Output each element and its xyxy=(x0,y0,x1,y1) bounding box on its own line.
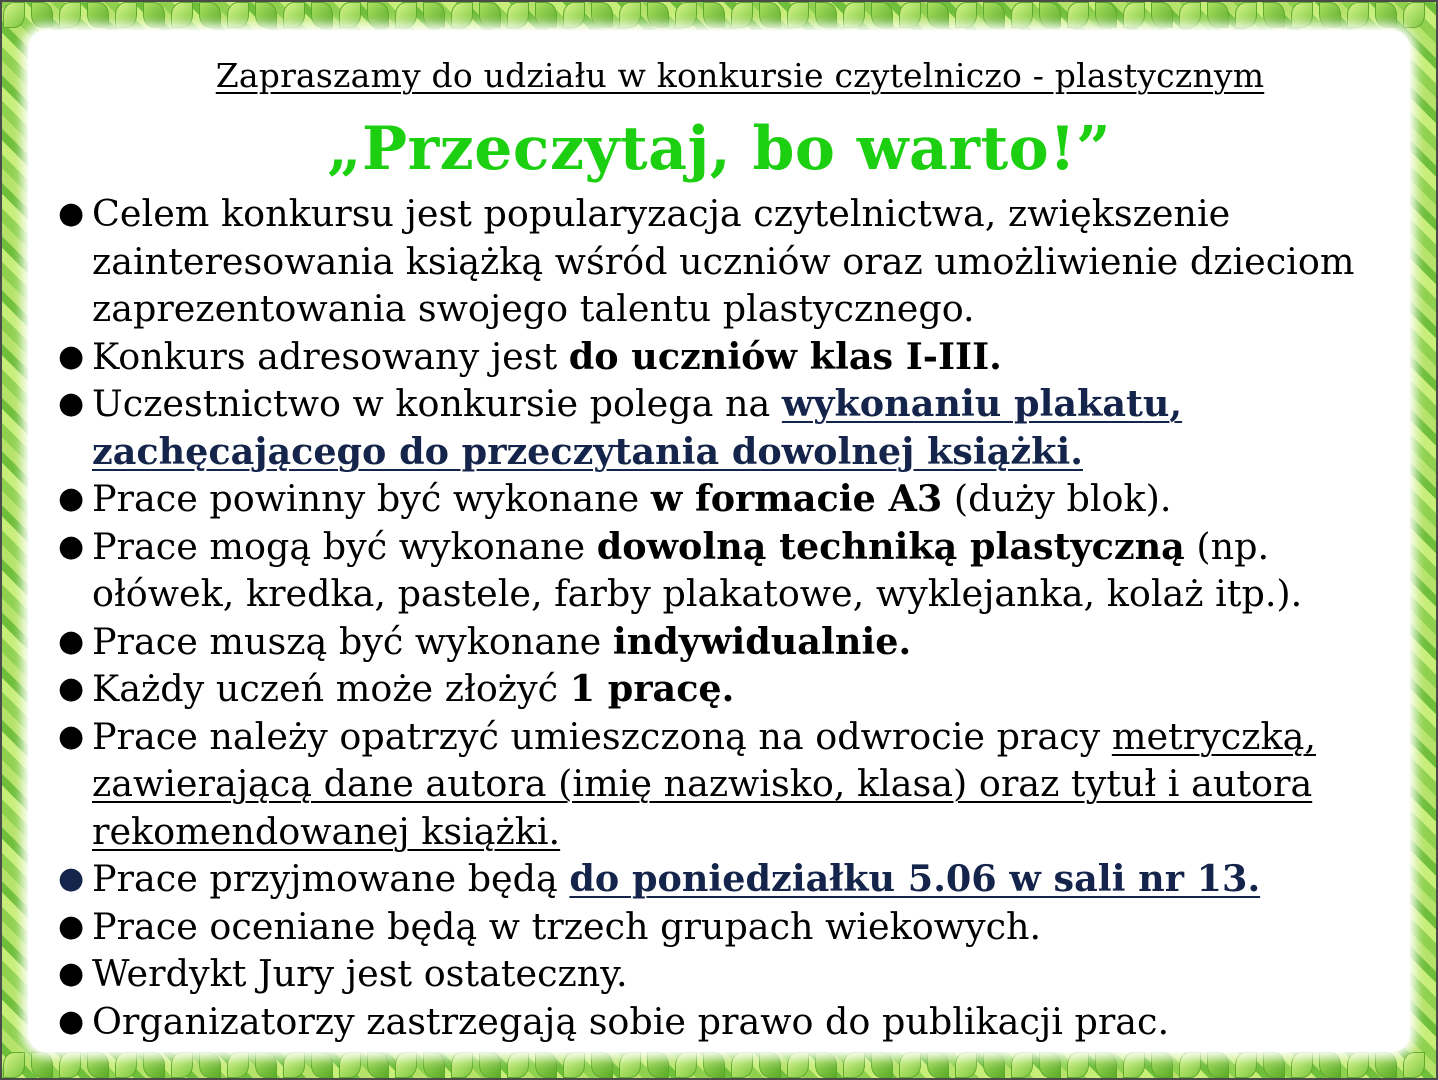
leaf-icon xyxy=(1207,2,1229,28)
leaf-icon xyxy=(759,1052,781,1078)
rule-text: Organizatorzy zastrzegają sobie prawo do publikacji prac. xyxy=(92,999,1170,1043)
leaf-icon xyxy=(591,1052,613,1078)
rule-underlined: metryczką, zawierającą dane autora (imię nazwisko, klasa) oraz tytuł i autora rekomendowanej książki. xyxy=(92,714,1316,853)
leaf-icon xyxy=(1179,2,1201,28)
leaf-icon xyxy=(563,1052,585,1078)
leaf-icon xyxy=(1375,2,1397,28)
leaf-icon xyxy=(1151,1052,1173,1078)
leaf-icon xyxy=(227,1052,249,1078)
leaf-icon xyxy=(1291,2,1313,28)
rule-emphasis-underlined: do poniedziałku 5.06 w sali nr 13. xyxy=(569,857,1261,900)
leaf-icon xyxy=(1347,1052,1369,1078)
intro-heading: Zapraszamy do udziału w konkursie czytelniczo - plastycznym xyxy=(215,56,1265,95)
leaf-icon xyxy=(31,1052,53,1078)
bullet-icon: ● xyxy=(58,338,85,374)
bullet-icon: ● xyxy=(58,623,85,659)
leaf-icon xyxy=(1235,1052,1257,1078)
rule-text: Każdy uczeń może złożyć xyxy=(92,667,570,710)
leaf-icon xyxy=(255,1052,277,1078)
rule-emphasis: w formacie A3 xyxy=(650,477,943,520)
bullet-icon: ● xyxy=(58,196,85,231)
leaf-icon xyxy=(171,1052,193,1078)
rule-item-count xyxy=(48,665,1400,713)
rule-item-publication xyxy=(48,998,1400,1046)
leaf-icon xyxy=(983,1052,1005,1078)
leaf-icon xyxy=(507,1052,529,1078)
leaf-icon xyxy=(759,2,781,28)
bullet-icon: ● xyxy=(58,386,85,421)
leaf-icon xyxy=(311,2,333,28)
leaf-icon xyxy=(395,1052,417,1078)
leaf-icon xyxy=(1403,1052,1425,1078)
rule-text: Celem konkursu jest popularyzacja czytelnictwa, zwiększenie zainteresowania książką wśród uczniów oraz umożliwienie dzieciom zaprezentowania swojego talentu plastycznego. xyxy=(92,192,1355,330)
leaf-icon xyxy=(983,2,1005,28)
leaf-icon xyxy=(619,1052,641,1078)
bullet-icon: ● xyxy=(58,908,85,944)
leaf-icon xyxy=(703,2,725,28)
leaf-icon xyxy=(843,1052,865,1078)
rule-emphasis-underlined: wykonaniu plakatu, zachęcającego do przeczytania dowolnej książki. xyxy=(92,382,1183,473)
leaf-icon xyxy=(479,2,501,28)
leaf-icon xyxy=(143,2,165,28)
leaf-icon xyxy=(451,1052,473,1078)
rule-text: Werdykt Jury jest ostateczny. xyxy=(92,952,628,995)
leaf-icon xyxy=(1039,2,1061,28)
leaf-icon xyxy=(647,2,669,28)
leaf-icon xyxy=(1235,2,1257,28)
leaf-icon xyxy=(1095,2,1117,28)
rules-list xyxy=(48,190,1400,1045)
leaf-icon xyxy=(339,1052,361,1078)
rule-text: Prace powinny być wykonane xyxy=(92,477,651,520)
leaf-icon xyxy=(171,2,193,28)
bullet-icon: ● xyxy=(58,1003,85,1039)
leaf-icon xyxy=(1207,1052,1229,1078)
leaf-icon xyxy=(871,1052,893,1078)
bullet-icon: ● xyxy=(58,718,85,754)
leaf-icon xyxy=(619,2,641,28)
leaf-icon xyxy=(1263,2,1285,28)
rule-emphasis: 1 pracę. xyxy=(569,667,735,710)
leaf-icon xyxy=(1011,2,1033,28)
leaf-icon xyxy=(815,1052,837,1078)
leaf-icon xyxy=(423,2,445,28)
leaf-icon xyxy=(451,2,473,28)
rule-text: Prace należy opatrzyć umieszczoną na odwrocie pracy xyxy=(92,714,1112,758)
leaf-icon xyxy=(1067,2,1089,28)
leaf-icon xyxy=(1319,1052,1341,1078)
rule-emphasis: do uczniów klas I-III. xyxy=(568,334,1002,378)
leaf-icon xyxy=(227,2,249,28)
leaf-icon xyxy=(199,2,221,28)
leaf-icon xyxy=(843,2,865,28)
rule-text: Konkurs adresowany jest xyxy=(92,334,569,378)
leaf-icon xyxy=(1067,1052,1089,1078)
rule-item-format xyxy=(48,475,1400,523)
rule-item-technique xyxy=(48,523,1400,618)
leaf-icon xyxy=(367,2,389,28)
rule-item-jury xyxy=(48,950,1400,998)
rule-text: Prace przyjmowane będą xyxy=(92,857,570,900)
leaf-icon xyxy=(87,1052,109,1078)
leaf-icon xyxy=(1151,2,1173,28)
leaf-icon xyxy=(675,1052,697,1078)
leaf-icon xyxy=(59,1052,81,1078)
leaf-icon xyxy=(563,2,585,28)
leaf-icon xyxy=(731,2,753,28)
leaf-icon xyxy=(1179,1052,1201,1078)
leaf-icon xyxy=(143,1052,165,1078)
leaf-icon xyxy=(339,2,361,28)
leaf-icon xyxy=(59,2,81,28)
leaf-icon xyxy=(591,2,613,28)
leaf-icon xyxy=(1263,1052,1285,1078)
leaf-icon xyxy=(871,2,893,28)
leaf-icon xyxy=(311,1052,333,1078)
rule-item-deadline xyxy=(48,855,1400,903)
leaf-icon xyxy=(115,1052,137,1078)
leaf-border-top xyxy=(0,0,1428,30)
leaf-icon xyxy=(367,1052,389,1078)
leaf-icon xyxy=(787,2,809,28)
leaf-icon xyxy=(899,2,921,28)
rule-text: Uczestnictwo w konkursie polega na xyxy=(92,382,782,425)
contest-title: „Przeczytaj, bo warto!” xyxy=(326,114,1112,184)
rule-text-tail: (np. ołówek, kredka, pastele, farby plakatowe, wyklejanka, kolaż itp.). xyxy=(92,524,1303,615)
leaf-icon xyxy=(1123,2,1145,28)
leaf-icon xyxy=(1123,1052,1145,1078)
leaf-icon xyxy=(3,2,25,28)
leaf-border-bottom xyxy=(0,1050,1428,1080)
leaf-icon xyxy=(955,1052,977,1078)
leaf-icon xyxy=(535,2,557,28)
leaf-icon xyxy=(703,1052,725,1078)
leaf-icon xyxy=(283,1052,305,1078)
leaf-icon xyxy=(423,1052,445,1078)
leaf-icon xyxy=(395,2,417,28)
rule-text: Prace muszą być wykonane xyxy=(92,619,613,663)
leaf-icon xyxy=(815,2,837,28)
rule-item-groups xyxy=(48,903,1400,951)
poster-content xyxy=(28,30,1410,1052)
bullet-icon: ● xyxy=(58,671,85,706)
rule-text: Prace mogą być wykonane xyxy=(92,524,597,568)
leaf-icon xyxy=(1291,1052,1313,1078)
leaf-icon xyxy=(87,2,109,28)
rule-text-tail: (duży blok). xyxy=(942,477,1172,520)
leaf-icon xyxy=(1319,2,1341,28)
bullet-icon: ● xyxy=(58,956,85,991)
rule-item-individual xyxy=(48,618,1400,666)
leaf-icon xyxy=(1039,1052,1061,1078)
leaf-icon xyxy=(927,2,949,28)
rule-item-label xyxy=(48,713,1400,856)
leaf-icon xyxy=(115,2,137,28)
leaf-icon xyxy=(3,1052,25,1078)
leaf-icon xyxy=(283,2,305,28)
leaf-icon xyxy=(507,2,529,28)
rule-emphasis: dowolną techniką plastyczną xyxy=(596,524,1185,568)
rule-text: Prace oceniane będą w trzech grupach wiekowych. xyxy=(92,904,1042,948)
poster-panel xyxy=(28,30,1410,1052)
leaf-icon xyxy=(1347,2,1369,28)
leaf-icon xyxy=(731,1052,753,1078)
leaf-icon xyxy=(1403,2,1425,28)
leaf-icon xyxy=(199,1052,221,1078)
rule-emphasis: indywidualnie. xyxy=(612,619,912,663)
rule-item-goal xyxy=(48,190,1400,333)
leaf-icon xyxy=(535,1052,557,1078)
leaf-icon xyxy=(255,2,277,28)
leaf-icon xyxy=(899,1052,921,1078)
leaf-icon xyxy=(31,2,53,28)
leaf-icon xyxy=(955,2,977,28)
bullet-icon: ● xyxy=(58,528,85,564)
leaf-icon xyxy=(1095,1052,1117,1078)
rule-item-audience xyxy=(48,333,1400,381)
bullet-icon: ● xyxy=(58,481,85,516)
leaf-icon xyxy=(927,1052,949,1078)
leaf-icon xyxy=(1375,1052,1397,1078)
bullet-icon: ● xyxy=(58,861,85,896)
leaf-icon xyxy=(675,2,697,28)
leaf-icon xyxy=(1011,1052,1033,1078)
leaf-icon xyxy=(647,1052,669,1078)
leaf-icon xyxy=(479,1052,501,1078)
leaf-icon xyxy=(787,1052,809,1078)
rule-item-participation xyxy=(48,380,1400,475)
